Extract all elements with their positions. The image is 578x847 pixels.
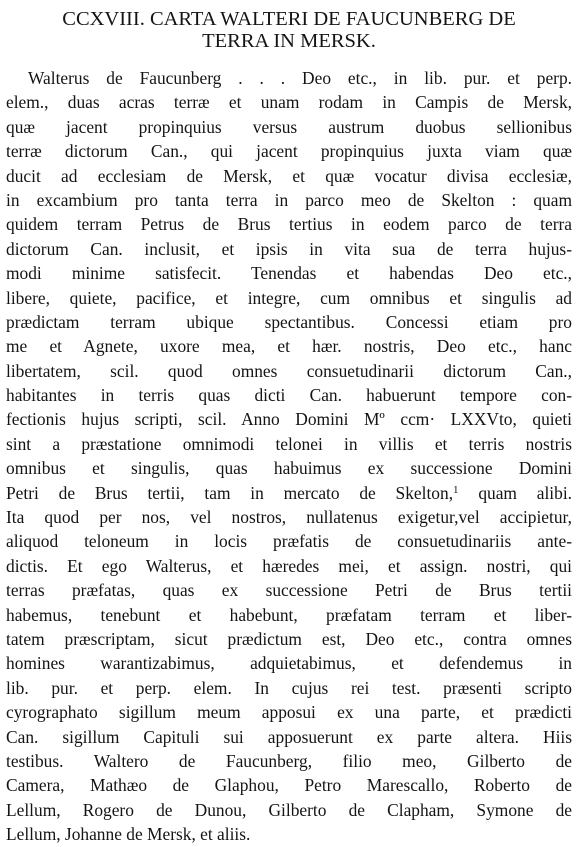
charter-line: habitantes in terris quas dicti Can. habuerunt tempore con- [6, 385, 572, 406]
charter-line: me et Agnete, uxore mea, et hær. nostris, Deo etc., hanc [6, 336, 572, 357]
charter-line: terras præfatas, quas ex successione Petri de Brus tertii [6, 580, 572, 601]
charter-line: Walterus de Faucunberg . . . Deo etc., in lib. pur. et perp. [28, 68, 572, 88]
charter-body [6, 66, 572, 847]
charter-heading [8, 8, 570, 52]
charter-line: dictis. Et ego Walterus, et hæredes mei, et assign. nostri, qui [6, 555, 572, 576]
charter-line: libertatem, scil. quod omnes consuetudinarii dictorum Can., [6, 360, 572, 381]
charter-line: habemus, tenebunt et habebunt, præfatam terram et liber- [6, 604, 572, 625]
charter-line-text: quam alibi. [458, 482, 572, 503]
charter-line: modi minime satisfecit. Tenendas et habendas Deo etc., [6, 263, 572, 284]
charter-line: fectionis hujus scripti, scil. Anno Domini Mº ccm· LXXVto, quieti [6, 409, 572, 430]
charter-line: Can. sigillum Capituli sui apposuerunt ex parte altera. Hiis [6, 726, 572, 747]
charter-line: sint a præstatione omnimodi telonei in villis et terris nostris [6, 433, 572, 454]
charter-line: quæ jacent propinquius versus austrum duobus sellionibus [6, 116, 572, 137]
charter-line: ducit ad ecclesiam de Mersk, et quæ vocatur divisa ecclesiæ, [6, 165, 572, 186]
charter-line: testibus. Waltero de Faucunberg, filio meo, Gilberto de [6, 750, 572, 771]
charter-line: prædictam terram ubique spectantibus. Concessi etiam pro [6, 311, 572, 332]
charter-line: omnibus et singulis, quas habuimus ex successione Domini [6, 458, 572, 479]
charter-line: quidem terram Petrus de Brus tertius in eodem parco de terra [6, 214, 572, 235]
charter-line: cyrographato sigillum meum apposui ex una parte, et prædicti [6, 702, 572, 723]
charter-line: in excambium pro tanta terra in parco meo de Skelton : quam [6, 189, 572, 210]
charter-line-with-footnote [6, 481, 572, 505]
heading-line-2: TERRA IN MERSK. [202, 30, 376, 52]
charter-line: libere, quiete, pacifice, et integre, cum omnibus et singulis ad [6, 287, 572, 308]
charter-line: tatem præscriptam, sicut prædictum est, Deo etc., contra omnes [6, 628, 572, 649]
heading-line-1: CCXVIII. CARTA WALTERI DE FAUCUNBERG DE [62, 8, 516, 30]
charter-line-text: Petri de Brus tertii, tam in mercato de Skelton, [6, 482, 454, 503]
footnote-marker: 1 [453, 483, 459, 496]
charter-line: elem., duas acras terræ et unam rodam in Campis de Mersk, [6, 92, 572, 113]
charter-line: lib. pur. et perp. elem. In cujus rei test. præsenti scripto [6, 677, 572, 698]
charter-line: terræ dictorum Can., qui jacent propinquius juxta viam quæ [6, 141, 572, 162]
charter-line: homines warantizabimus, adquietabimus, et defendemus in [6, 653, 572, 674]
charter-line: Lellum, Rogero de Dunou, Gilberto de Clapham, Symone de [6, 799, 572, 820]
charter-line: Ita quod per nos, vel nostros, nullatenus exigetur,vel accipietur, [6, 507, 572, 528]
charter-line: Lellum, Johanne de Mersk, et aliis. [6, 824, 251, 845]
charter-line: aliquod teloneum in locis præfatis de consuetudinariis ante- [6, 531, 572, 552]
charter-line: Camera, Mathæo de Glaphou, Petro Marescallo, Roberto de [6, 775, 572, 796]
charter-line: dictorum Can. inclusit, et ipsis in vita sua de terra hujus- [6, 238, 572, 259]
